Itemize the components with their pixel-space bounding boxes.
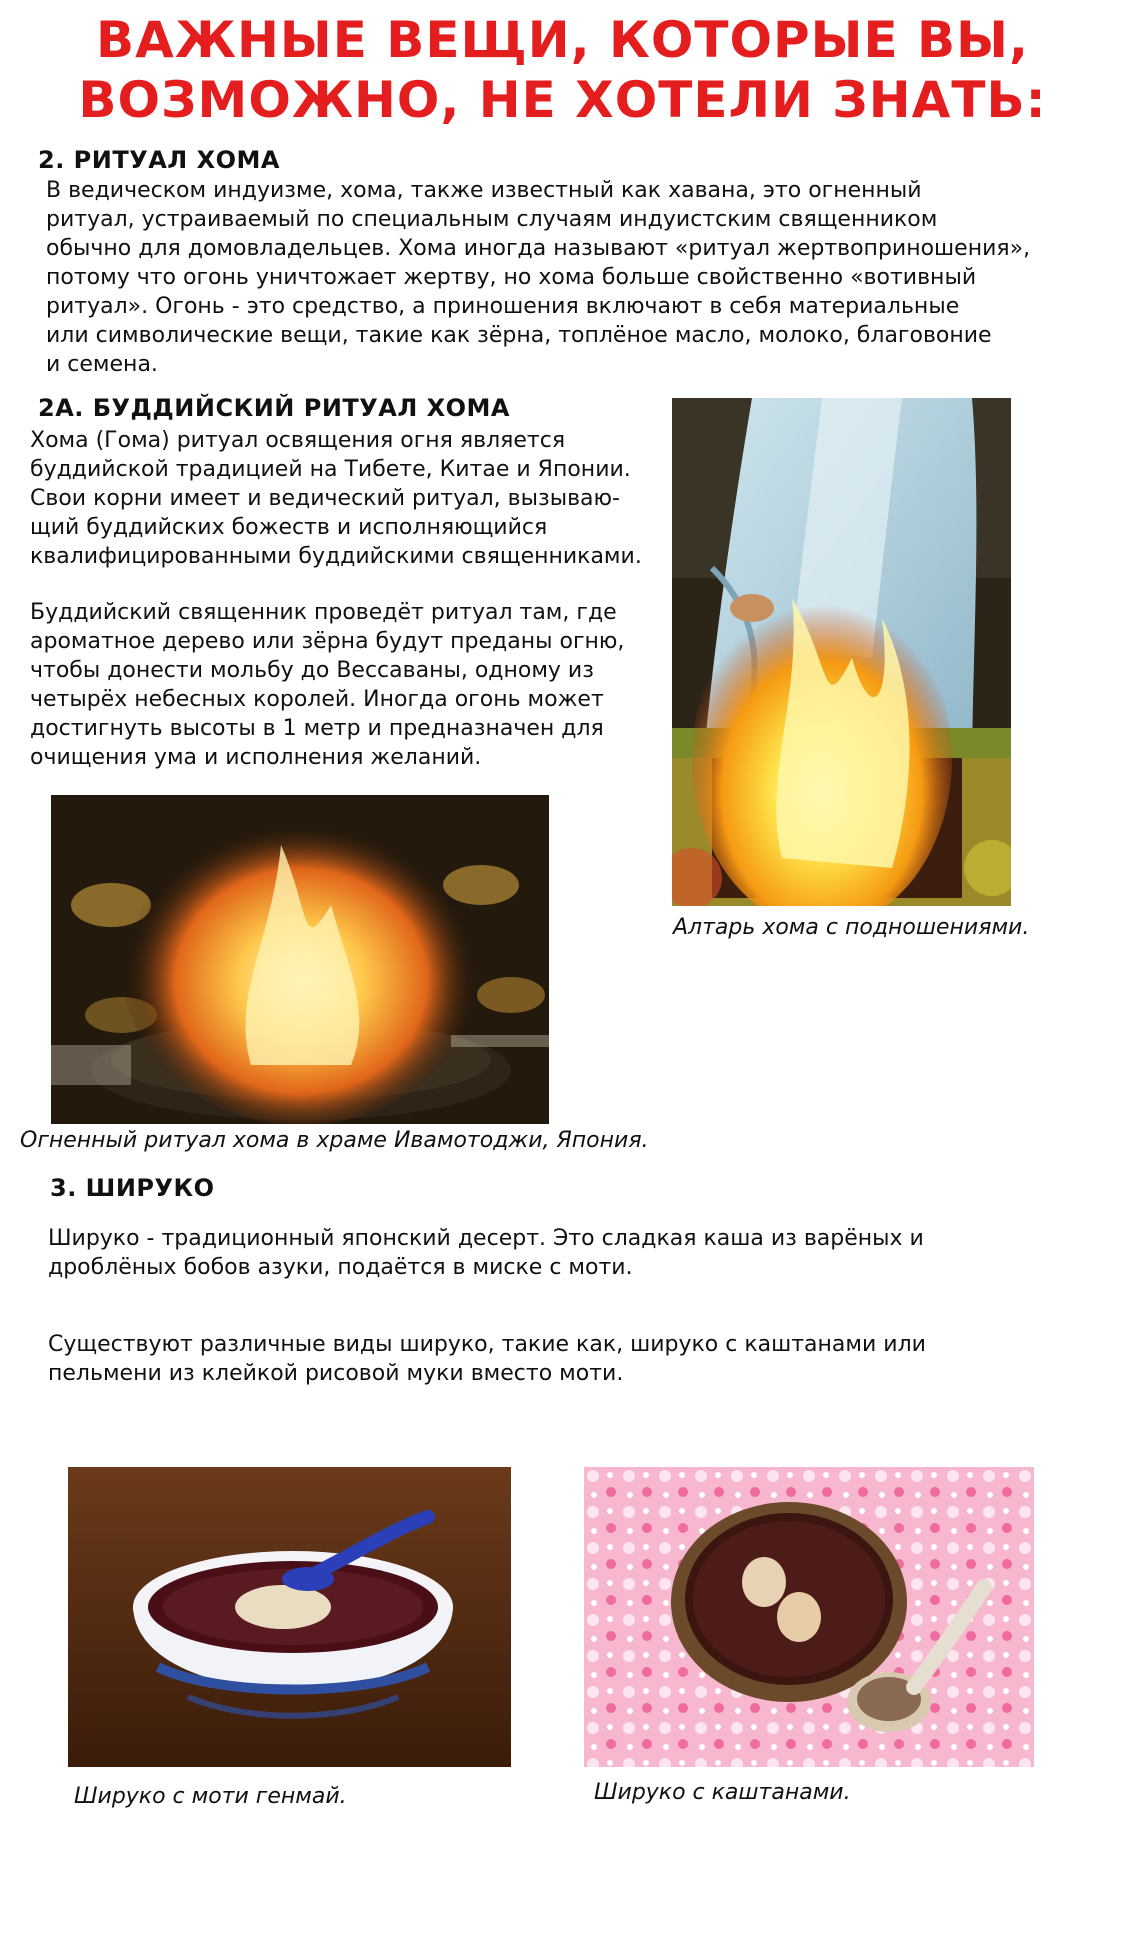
text-line: четырёх небесных королей. Иногда огонь может <box>30 687 604 712</box>
text-line: достигнуть высоты в 1 метр и предназначен для <box>30 716 604 741</box>
text-line: потому что огонь уничтожает жертву, но хома больше свойственно «вотивный <box>46 265 977 290</box>
text-line: Хома (Гома) ритуал освящения огня является <box>30 428 566 453</box>
temple-fire-photo <box>51 795 549 1124</box>
shiruko-chestnut-photo <box>584 1467 1034 1767</box>
homa-altar-photo <box>672 398 1011 906</box>
text-line: дроблёных бобов азуки, подаётся в миске с моти. <box>48 1255 633 1280</box>
section-2a-paragraph-1 <box>30 426 642 571</box>
text-line: ритуал». Огонь - это средство, а приношения включают в себя материальные <box>46 294 960 319</box>
section-2a-paragraph-2 <box>30 598 624 772</box>
text-line: щий буддийских божеств и исполняющийся <box>30 515 548 540</box>
text-line: чтобы донести мольбу до Вессаваны, одному из <box>30 658 594 683</box>
text-line: очищения ума и исполнения желаний. <box>30 745 482 770</box>
text-line: Шируко - традиционный японский десерт. Это сладкая каша из варёных и <box>48 1226 924 1251</box>
text-line: ароматное дерево или зёрна будут преданы огню, <box>30 629 625 654</box>
section-3-paragraph-2 <box>48 1330 926 1388</box>
section-3-heading: 3. ШИРУКО <box>50 1174 215 1202</box>
text-line: квалифицированными буддийскими священниками. <box>30 544 642 569</box>
text-line: и семена. <box>46 352 158 377</box>
page-title-line-2: ВОЗМОЖНО, НЕ ХОТЕЛИ ЗНАТЬ: <box>78 71 1047 129</box>
shiruko-mochi-caption: Шируко с моти генмай. <box>74 1784 347 1809</box>
shiruko-chestnut-caption: Шируко с каштанами. <box>594 1780 851 1805</box>
section-2-text <box>46 176 1030 379</box>
altar-photo-caption: Алтарь хома с подношениями. <box>673 915 1030 940</box>
page-title <box>0 10 1125 130</box>
section-2a-heading: 2А. БУДДИЙСКИЙ РИТУАЛ ХОМА <box>38 394 510 422</box>
text-line: обычно для домовладельцев. Хома иногда называют «ритуал жертвоприношения», <box>46 236 1031 261</box>
shiruko-mochi-photo <box>68 1467 511 1767</box>
text-line: В ведическом индуизме, хома, также известный как хавана, это огненный <box>46 178 922 203</box>
text-line: Буддийский священник проведёт ритуал там, где <box>30 600 617 625</box>
page-title-line-1: ВАЖНЫЕ ВЕЩИ, КОТОРЫЕ ВЫ, <box>96 11 1029 69</box>
section-2-heading: 2. РИТУАЛ ХОМА <box>38 146 280 174</box>
text-line: Свои корни имеет и ведический ритуал, вызываю- <box>30 486 620 511</box>
text-line: буддийской традицией на Тибете, Китае и Японии. <box>30 457 631 482</box>
text-line: или символические вещи, такие как зёрна, топлёное масло, молоко, благовоние <box>46 323 992 348</box>
text-line: пельмени из клейкой рисовой муки вместо моти. <box>48 1361 624 1386</box>
temple-photo-caption: Огненный ритуал хома в храме Ивамотоджи, Япония. <box>20 1128 649 1153</box>
text-line: Существуют различные виды шируко, такие как, шируко с каштанами или <box>48 1332 926 1357</box>
text-line: ритуал, устраиваемый по специальным случаям индуистским священником <box>46 207 938 232</box>
section-3-paragraph-1 <box>48 1224 924 1282</box>
